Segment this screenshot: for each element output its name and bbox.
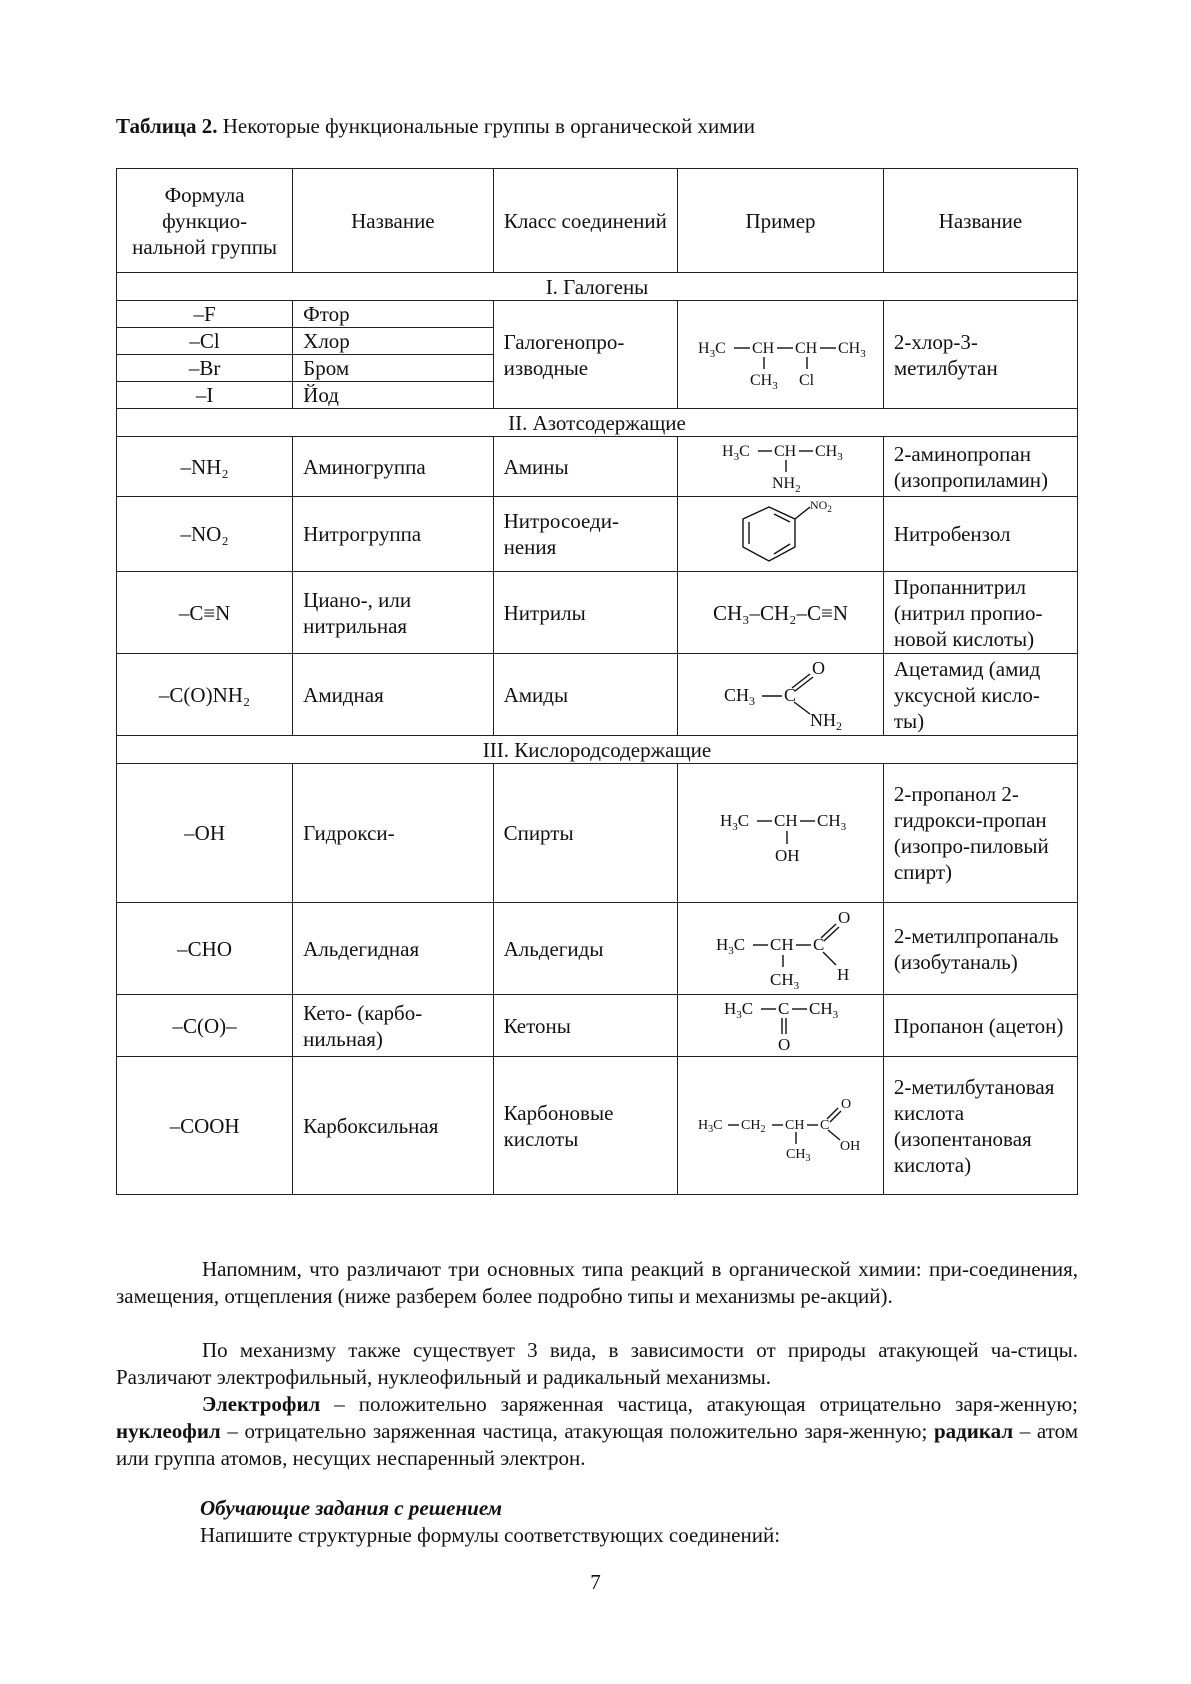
class-cell: Карбоновые кислоты bbox=[493, 1057, 678, 1195]
table-row bbox=[117, 437, 1078, 497]
example-name-cell: 2-пропанол 2-гидрокси-пропан (изопро-пиловый спирт) bbox=[883, 764, 1077, 903]
svg-text:C: C bbox=[819, 1117, 829, 1133]
example-name-cell: 2-хлор-3-метилбутан bbox=[883, 301, 1077, 409]
formula-cell: –F bbox=[117, 301, 293, 328]
svg-text:CH3: $CH_3$ bbox=[785, 1146, 810, 1164]
table-header-row bbox=[117, 169, 1078, 273]
svg-text:H3C: $H_3C$ bbox=[721, 442, 750, 463]
name-cell: Хлор bbox=[293, 328, 493, 355]
svg-text:NH2: $NH_2$ bbox=[809, 709, 842, 733]
example-name-cell: Пропанон (ацетон) bbox=[883, 995, 1077, 1057]
svg-text:H3C: $H_3C$ bbox=[697, 339, 726, 360]
definition-text: – атом или группа атомов, несущих неспаренный электрон. bbox=[116, 1419, 1078, 1470]
class-cell: Амины bbox=[493, 437, 678, 497]
name-cell: Карбоксильная bbox=[293, 1057, 493, 1195]
svg-text:CH3: $CH_3$ bbox=[814, 442, 843, 463]
formula-cell: –CHO bbox=[117, 903, 293, 995]
svg-text:CH3: $CH_3$ bbox=[769, 969, 799, 992]
svg-text:C: C bbox=[777, 998, 789, 1018]
svg-text:Cl: Cl bbox=[798, 371, 814, 389]
example-name-cell: Нитробензол bbox=[883, 497, 1077, 572]
svg-text:CH: CH bbox=[769, 934, 794, 954]
class-cell: Нитрилы bbox=[493, 572, 678, 654]
name-cell: Амидная bbox=[293, 654, 493, 736]
formula-cell: –NO₂ bbox=[117, 497, 293, 572]
table-row bbox=[117, 572, 1078, 654]
paragraph-definitions bbox=[116, 1391, 1078, 1472]
header-example-name: Название bbox=[883, 169, 1077, 273]
structure-drawing bbox=[686, 996, 876, 1056]
svg-text:CH: CH bbox=[773, 811, 798, 830]
svg-text:CH3: $CH_3$ bbox=[749, 371, 778, 392]
caption-text: Некоторые функциональные группы в органической химии bbox=[217, 114, 755, 138]
class-cell: Спирты bbox=[493, 764, 678, 903]
svg-text:CH2: $CH_2$ bbox=[740, 1117, 765, 1135]
header-example: Пример bbox=[678, 169, 884, 273]
definition-text: – положительно заряженная частица, атакующая отрицательно заря-женную; bbox=[320, 1392, 1078, 1416]
svg-text:H: H bbox=[836, 964, 849, 984]
svg-text:H3C: $H_3C$ bbox=[719, 811, 749, 833]
svg-text:H3C: $H_3C$ bbox=[715, 934, 745, 957]
class-cell: Альдегиды bbox=[493, 903, 678, 995]
section-oxygen: III. Кислородсодержащие bbox=[117, 736, 1078, 764]
section-subtitle: Обучающие задания с решением bbox=[200, 1496, 503, 1520]
svg-text:CH3: $CH_3$ bbox=[808, 998, 838, 1021]
example-formula-chloromethylbutane bbox=[678, 301, 884, 409]
example-formula-aminopropane bbox=[678, 437, 884, 497]
formula-cell: –C(O)NH₂ bbox=[117, 654, 293, 736]
example-name-cell: Ацетамид (амид уксусной кисло-ты) bbox=[883, 654, 1077, 736]
svg-text:H3C: $H_3C$ bbox=[697, 1117, 722, 1135]
svg-text:O: O bbox=[840, 1096, 851, 1112]
structure-drawing bbox=[686, 497, 876, 571]
class-cell: Кетоны bbox=[493, 995, 678, 1057]
example-name-cell: Пропаннитрил (нитрил пропио-новой кислоты) bbox=[883, 572, 1077, 654]
task-instruction: Напишите структурные формулы соответствующих соединений: bbox=[200, 1523, 781, 1547]
table-row bbox=[117, 654, 1078, 736]
name-cell: Кето- (карбо-нильная) bbox=[293, 995, 493, 1057]
svg-text:CH: CH bbox=[784, 1117, 804, 1133]
formula-cell: –Cl bbox=[117, 328, 293, 355]
example-formula-isobutanal bbox=[678, 903, 884, 995]
example-formula-acetone bbox=[678, 995, 884, 1057]
svg-text:O: O bbox=[777, 1034, 790, 1054]
structure-drawing bbox=[686, 798, 876, 868]
header-class: Класс соединений bbox=[493, 169, 678, 273]
term-nucleophile: нуклеофил bbox=[116, 1419, 221, 1443]
name-cell: Альдегидная bbox=[293, 903, 493, 995]
example-formula-acetamide bbox=[678, 654, 884, 736]
formula-cell: –C(O)– bbox=[117, 995, 293, 1057]
definition-text: – отрицательно заряженная частица, атакующая положительно заря-женную; bbox=[220, 1419, 934, 1443]
formula-cell: –C≡N bbox=[117, 572, 293, 654]
svg-text:NH2: $NH_2$ bbox=[771, 474, 801, 495]
name-cell: Аминогруппа bbox=[293, 437, 493, 497]
svg-text:CH: CH bbox=[751, 339, 774, 357]
svg-text:O: O bbox=[837, 907, 850, 927]
section-row bbox=[117, 736, 1078, 764]
structure-drawing bbox=[686, 905, 876, 993]
example-formula-2-propanol bbox=[678, 764, 884, 903]
formula-cell: –I bbox=[117, 382, 293, 409]
structure-drawing bbox=[686, 1084, 876, 1168]
table-row bbox=[117, 301, 1078, 328]
svg-text:NO2: $NO_2$ bbox=[809, 498, 832, 514]
svg-text:C: C bbox=[783, 684, 796, 705]
page-number: 7 bbox=[590, 1570, 601, 1594]
example-formula-2-methylbutanoic-acid bbox=[678, 1057, 884, 1195]
example-name-cell: 2-аминопропан (изопропиламин) bbox=[883, 437, 1077, 497]
section-halogens: I. Галогены bbox=[117, 273, 1078, 301]
section-row bbox=[117, 273, 1078, 301]
structure-drawing bbox=[686, 656, 876, 734]
table-row bbox=[117, 764, 1078, 903]
svg-text:O: O bbox=[811, 657, 825, 678]
svg-text:OH: OH bbox=[774, 846, 800, 865]
svg-text:H3C: $H_3C$ bbox=[723, 998, 753, 1021]
name-cell: Гидрокси- bbox=[293, 764, 493, 903]
name-cell: Нитрогруппа bbox=[293, 497, 493, 572]
table-caption bbox=[116, 114, 755, 139]
example-name-cell: 2-метилбутановая кислота (изопентановая кислота) bbox=[883, 1057, 1077, 1195]
example-formula-propanenitrile: CH₃–CH₂–C≡N bbox=[678, 572, 884, 654]
name-cell: Циано-, или нитрильная bbox=[293, 572, 493, 654]
name-cell: Бром bbox=[293, 355, 493, 382]
formula-cell: –OH bbox=[117, 764, 293, 903]
example-name-cell: 2-метилпропаналь (изобутаналь) bbox=[883, 903, 1077, 995]
formula-cell: –NH₂ bbox=[117, 437, 293, 497]
paragraph-mechanisms: По механизму также существует 3 вида, в зависимости от природы атакующей ча-стицы. Различают электрофильный, нуклеофильный и радикальный механизмы. bbox=[116, 1338, 1078, 1389]
svg-text:OH: OH bbox=[839, 1138, 860, 1154]
table-row bbox=[117, 903, 1078, 995]
structure-drawing bbox=[686, 438, 876, 496]
caption-label: Таблица 2. bbox=[116, 114, 218, 138]
section-row bbox=[117, 409, 1078, 437]
structure-drawing bbox=[686, 315, 876, 395]
header-name: Название bbox=[293, 169, 493, 273]
svg-text:CH3: $CH_3$ bbox=[837, 339, 866, 360]
svg-text:CH: CH bbox=[794, 339, 817, 357]
formula-cell: –Br bbox=[117, 355, 293, 382]
term-electrophile: Электрофил bbox=[202, 1392, 321, 1416]
formula-cell: –COOH bbox=[117, 1057, 293, 1195]
name-cell: Йод bbox=[293, 382, 493, 409]
class-cell: Нитросоеди-нения bbox=[493, 497, 678, 572]
class-cell: Амиды bbox=[493, 654, 678, 736]
table-row bbox=[117, 497, 1078, 572]
table-row bbox=[117, 1057, 1078, 1195]
svg-text:CH: CH bbox=[773, 442, 796, 460]
svg-text:C: C bbox=[812, 934, 824, 954]
term-radical: радикал bbox=[933, 1419, 1014, 1443]
paragraph-reaction-types: Напомним, что различают три основных типа реакций в органической химии: при-соединения, замещения, отщепления (ниже разберем более подробно типы и механизмы ре-акций). bbox=[116, 1257, 1078, 1308]
header-formula: Формула функцио-нальной группы bbox=[117, 169, 293, 273]
class-cell: Галогенопро-изводные bbox=[493, 301, 678, 409]
svg-text:CH3: $CH_3$ bbox=[723, 684, 755, 708]
section-nitrogen: II. Азотсодержащие bbox=[117, 409, 1078, 437]
svg-text:CH3: $CH_3$ bbox=[816, 811, 846, 833]
name-cell: Фтор bbox=[293, 301, 493, 328]
functional-groups-table bbox=[116, 168, 1078, 1195]
example-formula-nitrobenzene bbox=[678, 497, 884, 572]
table-row bbox=[117, 995, 1078, 1057]
